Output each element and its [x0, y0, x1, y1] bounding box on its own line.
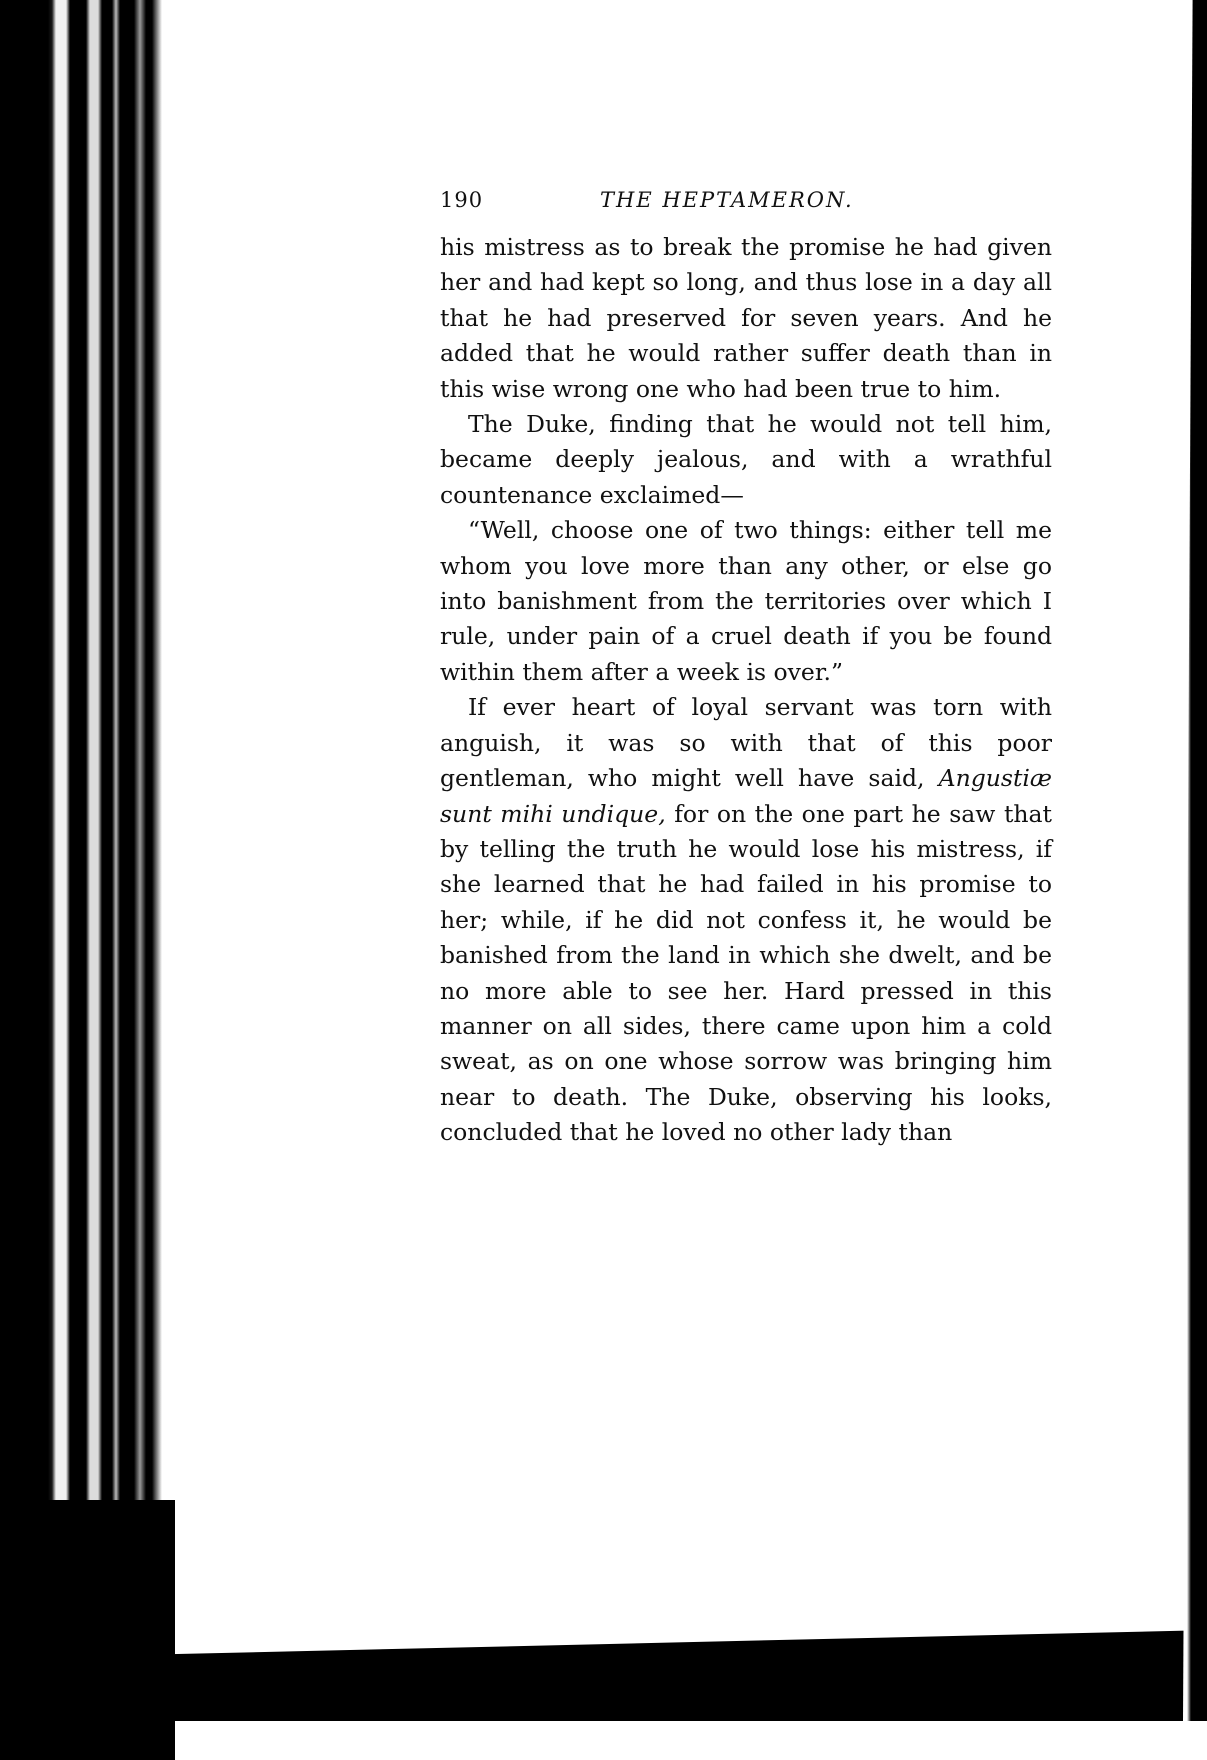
paragraph-1: his mistress as to break the promise he had given her and had kept so long, and thus lose in a day all that he had preserved for seven years. And he added that he would rather suffer death than in this wise wrong one who had been true to him. — [440, 233, 1052, 403]
paragraph-4-text-b: for on the one part he saw that by telling the truth he would lose his mistress, if she learned that he had failed in his promise to her; while, if he did not confess it, he would be banished from the land in which she dwelt, and be no more able to see her. Hard pressed in this manner on all sides, there came upon him a cold sweat, as on one whose sorrow was bringing him near to death. The Duke, observing his looks, concluded that he loved no other lady than — [440, 799, 1052, 1147]
paragraph-4-text-a: If ever heart of loyal servant was torn with anguish, it was so with that of this poor gentleman, who might well have said, — [440, 693, 1052, 793]
body-text — [440, 230, 1052, 1151]
running-header — [440, 180, 1052, 214]
page-number: 190 — [440, 188, 484, 212]
paragraph-2: The Duke, finding that he would not tell him, became deeply jealous, and with a wrathful countenance exclaimed— — [440, 410, 1052, 509]
scan-edge-shadow-right — [1183, 0, 1207, 1721]
paragraph-3: “Well, choose one of two things: either tell me whom you love more than any other, or else go into banishment from the territories over which I rule, under pain of a cruel death if you be found within them after a week is over.” — [440, 516, 1052, 686]
book-page — [440, 180, 1052, 1260]
scan-binding-shadow-lower-left — [0, 1500, 175, 1760]
scan-binding-shadow-left — [0, 0, 175, 1721]
scan-shadow-bottom — [120, 1620, 1207, 1721]
running-title: THE HEPTAMERON. — [600, 188, 854, 212]
latin-phrase: Angustiæ sunt mihi undique, — [440, 764, 1052, 828]
paragraph-4 — [440, 690, 1052, 1150]
